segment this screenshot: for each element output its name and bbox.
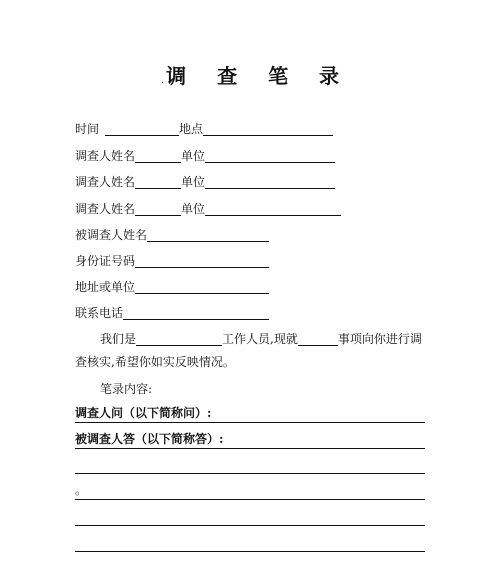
label-investigator-name-3: 调查人姓名 [75,202,136,216]
answer-label: 被调查人答（以下简称答）: [75,432,224,446]
label-time: 时间 [75,122,100,136]
label-phone: 联系电话 [75,306,124,320]
blank-unit-1[interactable] [205,149,335,163]
end-mark: 。 [75,483,88,497]
record-line[interactable] [75,535,425,552]
statement-line-1 [100,328,422,346]
content-label: 笔录内容: [100,382,153,396]
row-investigator-3 [75,198,341,216]
record-line[interactable] [75,483,425,500]
blank-subject-name[interactable] [147,228,269,242]
label-investigator-name-2: 调查人姓名 [75,175,136,189]
blank-time[interactable] [105,122,179,136]
record-line[interactable] [75,509,425,526]
blank-unit-2[interactable] [205,175,335,189]
label-unit-2: 单位 [181,175,206,189]
title-text: 调 查 笔 录 [166,64,352,88]
row-time-place [75,118,333,136]
blank-investigator-name-2[interactable] [135,175,181,189]
blank-investigator-name-3[interactable] [135,202,181,216]
row-investigator-2 [75,171,335,189]
record-line[interactable] [75,457,425,474]
row-phone [75,302,269,320]
label-unit-3: 单位 [181,202,206,216]
statement-part-1: 我们是 [100,332,137,346]
row-investigator-1 [75,145,335,163]
answer-line[interactable] [75,432,425,449]
statement-line-2: 查核实,希望你如实反映情况。 [75,355,235,369]
blank-address-unit[interactable] [135,280,269,294]
label-address-unit: 地址或单位 [75,280,136,294]
blank-phone[interactable] [123,306,269,320]
label-investigator-name-1: 调查人姓名 [75,149,136,163]
row-subject-name [75,224,269,242]
blank-id-number[interactable] [135,254,269,268]
blank-investigator-name-1[interactable] [135,149,181,163]
blank-department[interactable] [136,332,222,346]
statement-part-3: 事项向你进行调 [337,332,422,346]
document-title [0,60,500,89]
blank-matter[interactable] [298,332,338,346]
question-label: 调查人问（以下简称问）: [75,406,212,420]
label-subject-name: 被调查人姓名 [75,228,148,242]
blank-unit-3[interactable] [205,202,341,216]
blank-place[interactable] [203,122,333,136]
statement-part-2: 工作人员,现就 [222,332,298,346]
question-line[interactable] [75,406,425,423]
label-id-number: 身份证号码 [75,254,136,268]
label-unit-1: 单位 [181,149,206,163]
label-place: 地点 [179,122,204,136]
title-prefix: . [160,75,165,86]
row-id-number [75,250,269,268]
row-address-unit [75,276,269,294]
